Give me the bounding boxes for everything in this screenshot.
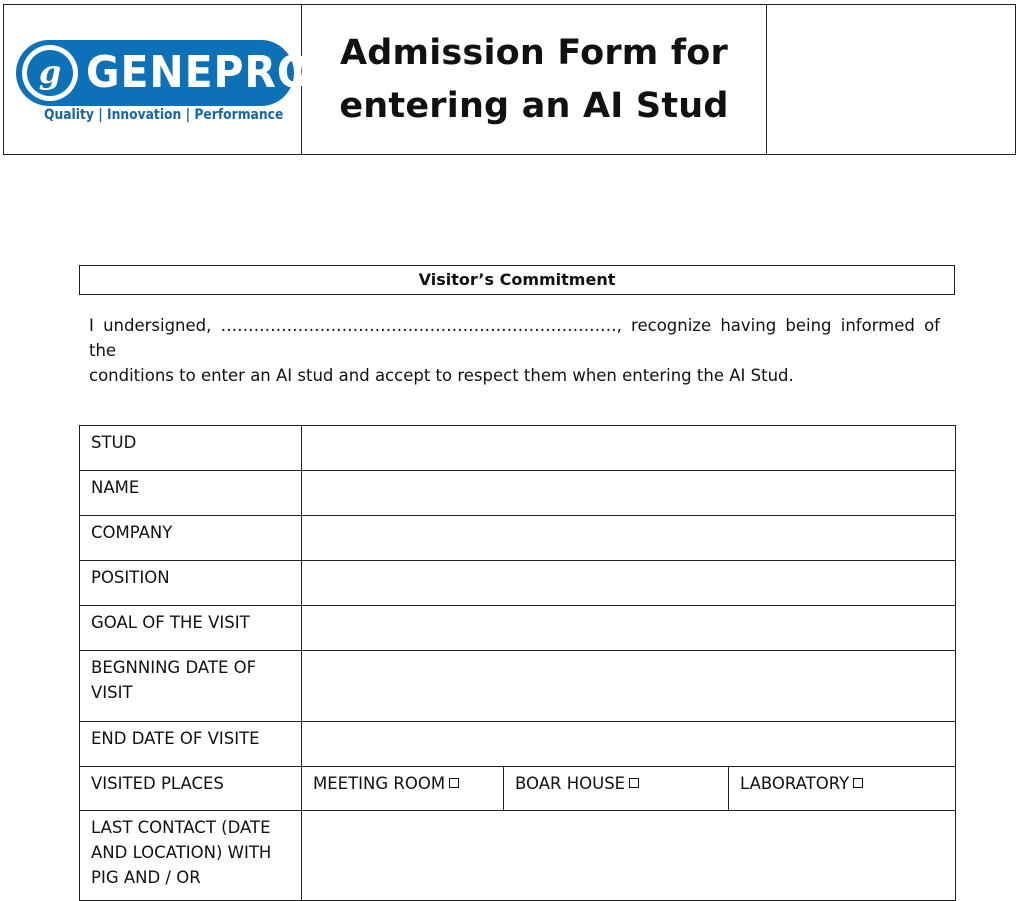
option-label: MEETING ROOM xyxy=(313,774,446,793)
field-label: NAME xyxy=(80,471,302,516)
logo-tagline: Quality | Innovation | Performance xyxy=(44,107,284,123)
last-contact-field[interactable] xyxy=(302,811,956,901)
laboratory-checkbox[interactable] xyxy=(853,778,863,788)
goal-of-visit-field[interactable] xyxy=(302,606,956,651)
visitor-form-table xyxy=(79,425,956,901)
form-row-goal xyxy=(80,606,956,651)
field-label: POSITION xyxy=(80,561,302,606)
form-row-name xyxy=(80,471,956,516)
header-blank-cell xyxy=(767,5,1015,154)
option-meeting-room[interactable] xyxy=(302,767,504,811)
commitment-line-2: conditions to enter an AI stud and accept to respect them when entering the AI Stud. xyxy=(89,366,794,385)
beginning-date-field[interactable] xyxy=(302,651,956,722)
genepro-logo xyxy=(16,40,313,106)
field-label: COMPANY xyxy=(80,516,302,561)
field-label: END DATE OF VISITE xyxy=(80,722,302,767)
position-field[interactable] xyxy=(302,561,956,606)
option-label: BOAR HOUSE xyxy=(515,774,626,793)
field-label: STUD xyxy=(80,426,302,471)
form-row-end-date xyxy=(80,722,956,767)
option-boar-house[interactable] xyxy=(504,767,729,811)
form-row-stud xyxy=(80,426,956,471)
commitment-line-1: I undersigned, ………………………………………………………………, recognize having being informed of the xyxy=(89,316,940,360)
field-label: GOAL OF THE VISIT xyxy=(80,606,302,651)
form-row-beginning-date xyxy=(80,651,956,722)
commitment-statement xyxy=(89,313,940,388)
form-row-last-contact xyxy=(80,811,956,901)
commitment-heading: Visitor’s Commitment xyxy=(79,265,955,295)
company-field[interactable] xyxy=(302,516,956,561)
name-field[interactable] xyxy=(302,471,956,516)
logo-cell xyxy=(4,5,313,154)
stud-field[interactable] xyxy=(302,426,956,471)
page-title xyxy=(339,27,728,133)
logo-monogram-ring xyxy=(22,45,78,101)
field-label: BEGNNING DATE OF VISIT xyxy=(80,651,302,722)
page-title-line-2: entering an AI Stud xyxy=(339,85,729,126)
meeting-room-checkbox[interactable] xyxy=(449,778,459,788)
title-cell xyxy=(302,5,767,154)
option-label: LABORATORY xyxy=(740,774,850,793)
field-label: VISITED PLACES xyxy=(80,767,302,811)
page-title-line-1: Admission Form for xyxy=(339,32,728,73)
form-row-position xyxy=(80,561,956,606)
form-row-company xyxy=(80,516,956,561)
document-header xyxy=(3,4,1016,155)
boar-house-checkbox[interactable] xyxy=(629,778,639,788)
logo-monogram: g xyxy=(27,50,73,96)
logo-wordmark: GENEPRO xyxy=(86,47,313,98)
field-label: LAST CONTACT (DATE AND LOCATION) WITH PIG AND / OR xyxy=(80,811,302,901)
option-laboratory[interactable] xyxy=(729,767,956,811)
form-row-visited-places xyxy=(80,767,956,811)
end-date-field[interactable] xyxy=(302,722,956,767)
